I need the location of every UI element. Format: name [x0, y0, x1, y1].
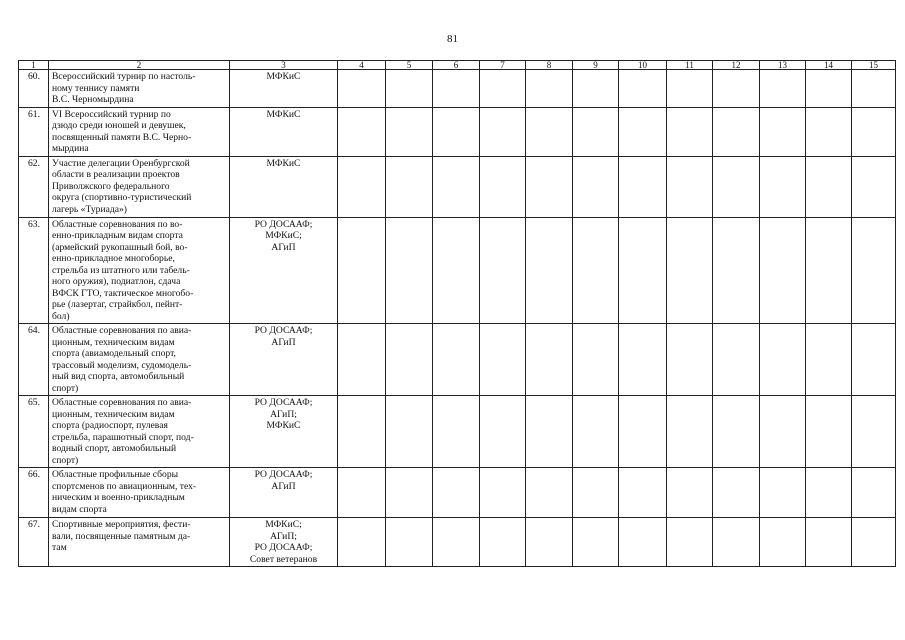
empty-cell-col-5 [386, 324, 433, 396]
empty-cell-col-7 [480, 396, 526, 468]
empty-cell-col-14 [806, 70, 852, 108]
table-row [19, 396, 896, 468]
empty-cell-col-9 [573, 324, 619, 396]
empty-cell-col-14 [806, 217, 852, 324]
empty-cell-col-14 [806, 156, 852, 217]
responsible-org: МФКиС [230, 107, 338, 156]
empty-cell-col-7 [480, 156, 526, 217]
empty-cell-col-11 [667, 217, 713, 324]
empty-cell-col-14 [806, 468, 852, 518]
empty-cell-col-7 [480, 468, 526, 518]
empty-cell-col-4 [338, 107, 386, 156]
row-number: 63. [19, 217, 49, 324]
table-row [19, 324, 896, 396]
empty-cell-col-7 [480, 217, 526, 324]
row-number: 60. [19, 70, 49, 108]
table-row [19, 156, 896, 217]
column-header-11: 11 [667, 61, 713, 70]
column-header-3: 3 [230, 61, 338, 70]
row-number: 62. [19, 156, 49, 217]
empty-cell-col-8 [526, 70, 573, 108]
table-body [19, 61, 896, 567]
empty-cell-col-12 [713, 107, 760, 156]
empty-cell-col-15 [852, 324, 896, 396]
empty-cell-col-13 [760, 217, 806, 324]
row-number: 67. [19, 518, 49, 567]
column-header-9: 9 [573, 61, 619, 70]
empty-cell-col-15 [852, 107, 896, 156]
empty-cell-col-10 [619, 324, 667, 396]
empty-cell-col-6 [433, 468, 480, 518]
empty-cell-col-15 [852, 518, 896, 567]
event-name: Областные профильные сборы спортсменов по авиационным, тех- ническим и военно-прикладным видам спорта [49, 468, 230, 518]
empty-cell-col-14 [806, 324, 852, 396]
empty-cell-col-4 [338, 396, 386, 468]
empty-cell-col-7 [480, 107, 526, 156]
responsible-org: МФКиС [230, 156, 338, 217]
empty-cell-col-9 [573, 518, 619, 567]
empty-cell-col-6 [433, 70, 480, 108]
empty-cell-col-4 [338, 156, 386, 217]
column-header-8: 8 [526, 61, 573, 70]
empty-cell-col-5 [386, 468, 433, 518]
row-number: 65. [19, 396, 49, 468]
column-header-10: 10 [619, 61, 667, 70]
empty-cell-col-12 [713, 518, 760, 567]
empty-cell-col-10 [619, 156, 667, 217]
empty-cell-col-6 [433, 324, 480, 396]
responsible-org: РО ДОСААФ; АГиП [230, 468, 338, 518]
event-name: Всероссийский турнир по настоль- ному теннису памяти В.С. Черномырдина [49, 70, 230, 108]
responsible-org: МФКиС [230, 70, 338, 108]
empty-cell-col-10 [619, 107, 667, 156]
empty-cell-col-11 [667, 518, 713, 567]
row-number: 64. [19, 324, 49, 396]
empty-cell-col-6 [433, 156, 480, 217]
column-header-2: 2 [49, 61, 230, 70]
empty-cell-col-15 [852, 156, 896, 217]
empty-cell-col-9 [573, 468, 619, 518]
table-row [19, 107, 896, 156]
empty-cell-col-8 [526, 468, 573, 518]
empty-cell-col-11 [667, 468, 713, 518]
empty-cell-col-5 [386, 70, 433, 108]
empty-cell-col-9 [573, 396, 619, 468]
empty-cell-col-9 [573, 70, 619, 108]
empty-cell-col-8 [526, 396, 573, 468]
empty-cell-col-13 [760, 156, 806, 217]
empty-cell-col-6 [433, 107, 480, 156]
column-header-6: 6 [433, 61, 480, 70]
empty-cell-col-12 [713, 217, 760, 324]
empty-cell-col-9 [573, 217, 619, 324]
empty-cell-col-10 [619, 468, 667, 518]
empty-cell-col-8 [526, 324, 573, 396]
empty-cell-col-8 [526, 217, 573, 324]
empty-cell-col-4 [338, 324, 386, 396]
empty-cell-col-11 [667, 324, 713, 396]
responsible-org: МФКиС; АГиП; РО ДОСААФ; Совет ветеранов [230, 518, 338, 567]
empty-cell-col-5 [386, 396, 433, 468]
column-header-15: 15 [852, 61, 896, 70]
empty-cell-col-4 [338, 518, 386, 567]
empty-cell-col-8 [526, 156, 573, 217]
empty-cell-col-10 [619, 396, 667, 468]
column-header-4: 4 [338, 61, 386, 70]
table-row [19, 70, 896, 108]
empty-cell-col-14 [806, 107, 852, 156]
empty-cell-col-7 [480, 518, 526, 567]
empty-cell-col-6 [433, 518, 480, 567]
empty-cell-col-13 [760, 468, 806, 518]
table-row [19, 518, 896, 567]
empty-cell-col-10 [619, 217, 667, 324]
empty-cell-col-12 [713, 468, 760, 518]
empty-cell-col-8 [526, 107, 573, 156]
empty-cell-col-15 [852, 468, 896, 518]
empty-cell-col-15 [852, 217, 896, 324]
empty-cell-col-15 [852, 396, 896, 468]
row-number: 66. [19, 468, 49, 518]
responsible-org: РО ДОСААФ; АГиП; МФКиС [230, 396, 338, 468]
events-table [18, 60, 896, 567]
event-name: Участие делегации Оренбургской области в реализации проектов Приволжского федерального округа (спортивно-туристический лагерь «Туриада») [49, 156, 230, 217]
empty-cell-col-11 [667, 156, 713, 217]
empty-cell-col-7 [480, 324, 526, 396]
empty-cell-col-6 [433, 217, 480, 324]
empty-cell-col-4 [338, 70, 386, 108]
empty-cell-col-12 [713, 396, 760, 468]
empty-cell-col-13 [760, 396, 806, 468]
empty-cell-col-12 [713, 70, 760, 108]
empty-cell-col-13 [760, 324, 806, 396]
empty-cell-col-5 [386, 217, 433, 324]
table-row [19, 468, 896, 518]
row-number: 61. [19, 107, 49, 156]
column-header-1: 1 [19, 61, 49, 70]
empty-cell-col-5 [386, 156, 433, 217]
empty-cell-col-12 [713, 156, 760, 217]
empty-cell-col-11 [667, 107, 713, 156]
empty-cell-col-13 [760, 70, 806, 108]
page-number: 81 [447, 33, 458, 45]
column-header-13: 13 [760, 61, 806, 70]
empty-cell-col-11 [667, 70, 713, 108]
empty-cell-col-5 [386, 107, 433, 156]
empty-cell-col-14 [806, 518, 852, 567]
column-header-14: 14 [806, 61, 852, 70]
empty-cell-col-13 [760, 107, 806, 156]
empty-cell-col-10 [619, 70, 667, 108]
empty-cell-col-8 [526, 518, 573, 567]
event-name: VI Всероссийский турнир по дзюдо среди юношей и девушек, посвященный памяти В.С. Черно- мырдина [49, 107, 230, 156]
empty-cell-col-5 [386, 518, 433, 567]
empty-cell-col-9 [573, 107, 619, 156]
event-name: Областные соревнования по авиа- ционным, техническим видам спорта (авиамодельный спорт, трассовый моделизм, судомодель- ный вид спорта, автомобильный спорт) [49, 324, 230, 396]
responsible-org: РО ДОСААФ; МФКиС; АГиП [230, 217, 338, 324]
empty-cell-col-7 [480, 70, 526, 108]
empty-cell-col-15 [852, 70, 896, 108]
empty-cell-col-13 [760, 518, 806, 567]
empty-cell-col-12 [713, 324, 760, 396]
responsible-org: РО ДОСААФ; АГиП [230, 324, 338, 396]
table-row [19, 217, 896, 324]
column-header-5: 5 [386, 61, 433, 70]
event-name: Спортивные мероприятия, фести- вали, посвященные памятным да- там [49, 518, 230, 567]
empty-cell-col-9 [573, 156, 619, 217]
empty-cell-col-4 [338, 217, 386, 324]
column-header-12: 12 [713, 61, 760, 70]
empty-cell-col-14 [806, 396, 852, 468]
empty-cell-col-6 [433, 396, 480, 468]
column-header-7: 7 [480, 61, 526, 70]
empty-cell-col-4 [338, 468, 386, 518]
empty-cell-col-11 [667, 396, 713, 468]
empty-cell-col-10 [619, 518, 667, 567]
event-name: Областные соревнования по авиа- ционным, техническим видам спорта (радиоспорт, пулевая стрельба, парашютный спорт, под- водный спорт, автомобильный спорт) [49, 396, 230, 468]
header-row [19, 61, 896, 70]
event-name: Областные соревнования по во- енно-прикладным видам спорта (армейский рукопашный бой, во- енно-прикладное многоборье, стрельба из штатного или табель- ного оружия), подиатлон, сдача ВФСК ГТО, тактическое многобо- рье (лазертаг, страйкбол, пейнт- бол) [49, 217, 230, 324]
